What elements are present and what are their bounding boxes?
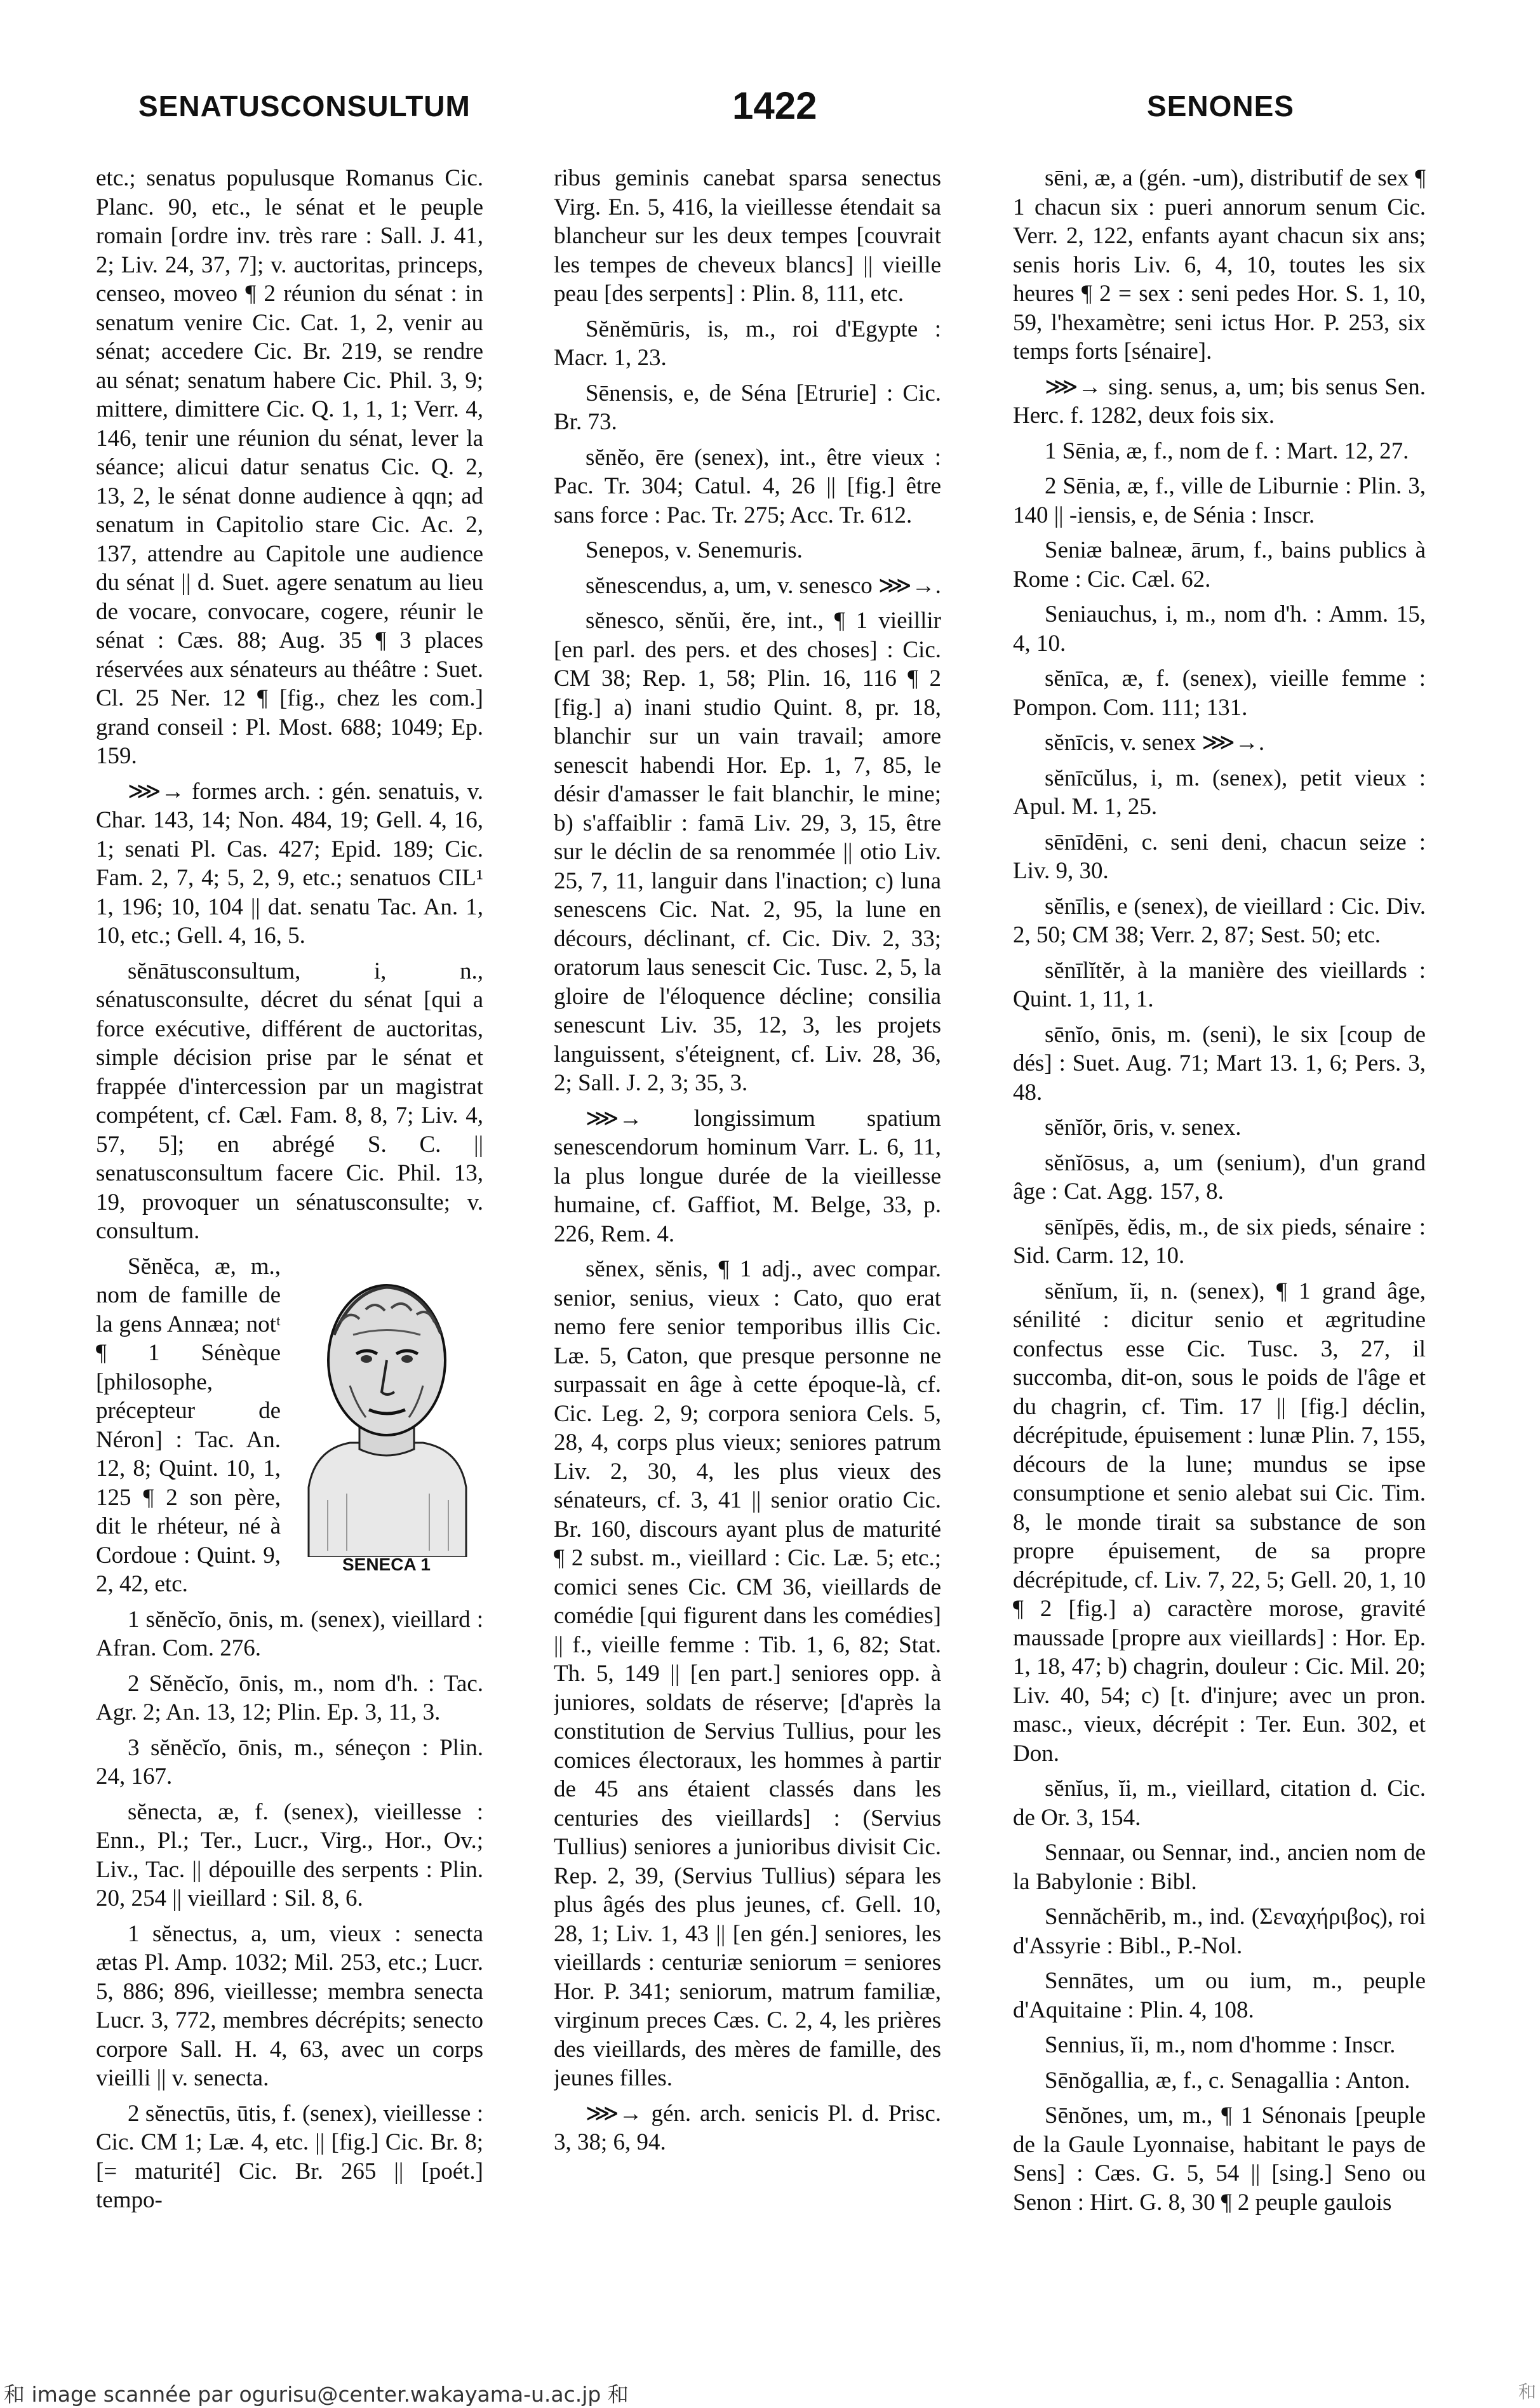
dictionary-entry: 1 sĕnectus, a, um, vieux : senecta ætas Pl. Amp. 1032; Mil. 253, etc.; Lucr. 5, 886; 896, vieillesse; membra senecta Lucr. 3, 772, membres décrépits; senecto corpore Sall. H. 4, 63, avec un corps vieilli || v. senecta. xyxy=(96,1920,483,2091)
left-guide-word: SENATUSCONSULTUM xyxy=(138,90,471,123)
dictionary-entry: Senepos, v. Senemuris. xyxy=(586,537,803,563)
scan-credit: 和 image scannée par ogurisu@center.wakayama-u.ac.jp 和 xyxy=(4,2382,629,2407)
dictionary-entry: 2 sĕnectūs, ūtis, f. (senex), vieillesse : Cic. CM 1; Læ. 4, etc. || [fig.] Cic. Br. 8; [= maturité] Cic. Br. 265 || [poét.] tempo- xyxy=(96,2100,483,2213)
right-guide-word: SENONES xyxy=(1147,90,1294,123)
dictionary-entry: 1 Sēnia, æ, f., nom de f. : Mart. 12, 27. xyxy=(1045,438,1409,464)
dictionary-entry: ⋙→ formes arch. : gén. senatuis, v. Char. 143, 14; Non. 484, 19; Gell. 4, 16, 1; senati Pl. Cas. 427; Epid. 189; Cic. Fam. 2, 7, 4; 5, 2, 9, etc.; senatuos CIL¹ 1, 196; 10, 104 || dat. senatu Tac. An. 1, 10, etc.; Gell. 4, 16, 5. xyxy=(96,778,483,949)
dictionary-entry: Sēnensis, e, de Séna [Etrurie] : Cic. Br. 73. xyxy=(554,380,941,435)
column-1 xyxy=(96,164,483,2367)
scan-footer xyxy=(0,2378,1540,2407)
dictionary-entry: sĕnīlĭtĕr, à la manière des vieillards : Quint. 1, 11, 1. xyxy=(1013,957,1426,1012)
dictionary-entry: sĕnecta, æ, f. (senex), vieillesse : Enn., Pl.; Ter., Lucr., Virg., Hor., Ov.; Liv., Tac. || dépouille des serpents : Plin. 20, 254 || vieillard : Sil. 8, 6. xyxy=(96,1798,483,1911)
dictionary-entry: Sennātes, um ou ium, m., peuple d'Aquitaine : Plin. 4, 108. xyxy=(1013,1968,1426,2023)
dictionary-entry: sĕnīcŭlus, i, m. (senex), petit vieux : Apul. M. 1, 25. xyxy=(1013,765,1426,820)
dictionary-entry: sĕnīca, æ, f. (senex), vieille femme : Pompon. Com. 111; 131. xyxy=(1013,666,1426,721)
dictionary-entry: etc.; senatus populusque Romanus Cic. Planc. 90, etc., le sénat et le peuple romain [ordre inv. très rare : Sall. J. 41, 2; Liv. 24, 37, 7]; v. auctoritas, princeps, censeo, moveo ¶ 2 réunion du sénat : in senatum venire Cic. Cat. 1, 2, venir au sénat; accedere Cic. Br. 219, se rendre au sénat; senatum habere Cic. Phil. 3, 9; mittere, dimittere Cic. Q. 1, 1, 1; Verr. 4, 146, tenir une réunion du sénat, lever la séance; alicui datur senatus Cic. Q. 2, 13, 2, le sénat donne audience à qqn; ad senatum in Capitolio stare Cic. Ac. 2, 137, attendre au Capitole une audience du sénat || d. Suet. agere senatum au lieu de vocare, convocare, cogere, réunir le sénat : Cæs. 88; Aug. 35 ¶ 3 places réservées aux sénateurs au théâtre : Suet. Cl. 25 Ner. 12 ¶ [fig., chez les com.] grand conseil : Pl. Most. 688; 1049; Ep. 159. xyxy=(96,165,483,769)
column-3 xyxy=(1013,164,1426,2367)
dictionary-entry: ⋙→ gén. arch. senicis Pl. d. Prisc. 3, 38; 6, 94. xyxy=(554,2100,941,2155)
dictionary-entry: sĕnīcis, v. senex ⋙→. xyxy=(1045,730,1265,756)
dictionary-entry: 2 Sēnia, æ, f., ville de Liburnie : Plin. 3, 140 || -iensis, e, de Sénia : Inscr. xyxy=(1013,473,1426,528)
dictionary-entry: Sēnŏgallia, æ, f., c. Senagallia : Anton. xyxy=(1045,2067,1410,2094)
running-header xyxy=(138,84,1294,146)
dictionary-entry: Sennaar, ou Sennar, ind., ancien nom de la Babylonie : Bibl. xyxy=(1013,1840,1426,1895)
dictionary-entry: sĕnĭus, ĭi, m., vieillard, citation d. Cic. de Or. 3, 154. xyxy=(1013,1776,1426,1831)
dictionary-entry: ribus geminis canebat sparsa senectus Virg. En. 5, 416, la vieillesse étendait sa blancheur sur les deux tempes [couvrait les tempes de cheveux blancs] || vieille peau [des serpents] : Plin. 8, 111, etc. xyxy=(554,165,941,307)
dictionary-entry: Sennăchērib, m., ind. (Σεναχήριβος), roi d'Assyrie : Bibl., P.-Nol. xyxy=(1013,1904,1426,1959)
seneca-bust-figure xyxy=(290,1259,483,1579)
dictionary-entry: sĕnex, sĕnis, ¶ 1 adj., avec compar. senior, senius, vieux : Cato, quo erat nemo fere senior temporibus illis Cic. Læ. 5, Caton, que presque personne ne surpassait en âge à cette époque-là, cf. Cic. Leg. 2, 9; corpora seniora Cels. 5, 28, 4, corps plus vieux; seniores patrum Liv. 2, 30, 4, les plus vieux des sénateurs, cf. 3, 41 || senior oratio Cic. Br. 160, discours ayant plus de maturité ¶ 2 subst. m., vieillard : Cic. Læ. 5; etc.; comici senes Cic. CM 36, vieillards de comédie [qui figurent dans les comédies] || f., vieille femme : Tib. 1, 6, 82; Stat. Th. 5, 149 || [en part.] seniores opp. à juniores, soldats de réserve; [d'après la constitution de Servius Tullius, pour les comices électoraux, les hommes à partir de 45 ans étaient classés dans les centuries des vieillards] : (Servius Tullius) seniores a junioribus divisit Cic. Rep. 2, 39, (Servius Tullius) sépara les plus âgés des plus jeunes, cf. Gell. 10, 28, 1; Liv. 1, 43 || [en gén.] seniores, les vieillards : centuriæ seniorum = seniores Hor. P. 341; seniorum, matrum familiæ, virginum preces Cæs. C. 2, 4, les prières des vieillards, des mères de famille, des jeunes filles. xyxy=(554,1256,941,2091)
dictionary-entry: 3 sĕnĕcĭo, ōnis, m., séneçon : Plin. 24, 167. xyxy=(96,1734,483,1789)
seneca-bust-illustration xyxy=(290,1259,483,1557)
dictionary-entry: Sēnŏnes, um, m., ¶ 1 Sénonais [peuple de la Gaule Lyonnaise, habitant le pays de Sens] : Cæs. G. 5, 54 || [sing.] Seno ou Senon : Hirt. G. 8, 30 ¶ 2 peuple gaulois xyxy=(1013,2103,1426,2216)
dictionary-entry: Sennius, ĭi, m., nom d'homme : Inscr. xyxy=(1045,2032,1396,2058)
dictionary-entry: sĕnātusconsultum, i, n., sénatusconsulte, décret du sénat [qui a force exécutive, différent de auctoritas, simple décision prise par le sénat et frappée d'intercession par un magistrat compétent, cf. Cæl. Fam. 8, 8, 7; Liv. 4, 57, 5]; en abrégé S. C. || senatusconsultum facere Cic. Phil. 13, 19, provoquer un sénatusconsulte; v. consultum. xyxy=(96,958,483,1244)
dictionary-entry: sēnĭpēs, ĕdis, m., de six pieds, sénaire : Sid. Carm. 12, 10. xyxy=(1013,1214,1426,1269)
dictionary-entry: Sĕnĕmūris, is, m., roi d'Egypte : Macr. 1, 23. xyxy=(554,316,941,371)
dictionary-entry: Seniauchus, i, m., nom d'h. : Amm. 15, 4, 10. xyxy=(1013,601,1426,657)
dictionary-entry: sĕnĭōsus, a, um (senium), d'un grand âge : Cat. Agg. 157, 8. xyxy=(1013,1149,1426,1205)
column-2 xyxy=(554,164,941,2285)
dictionary-entry: sĕnesco, sĕnŭi, ĕre, int., ¶ 1 vieillir [en parl. des pers. et des choses] : Cic. CM 38; Rep. 1, 58; Plin. 16, 116 ¶ 2 [fig.] a) inani studio Quint. 8, pr. 18, blanchir sur un vain travail; amore senescit habendi Hor. Ep. 1, 7, 85, le désir d'amasser le fait blanchir, le mine; b) s'affaiblir : famā Liv. 29, 3, 15, être sur le déclin de sa renommée || otio Liv. 25, 7, 11, languir dans l'inaction; c) luna senescens Cic. Nat. 2, 95, la lune en décours, déclinant, cf. Cic. Div. 2, 33; oratorum laus senescit Cic. Tusc. 2, 5, la gloire de l'éloquence décline; consilia senescunt Liv. 35, 12, 3, les projets languissent, s'éteignent, cf. Liv. 28, 36, 2; Sall. J. 2, 3; 35, 3. xyxy=(554,608,941,1096)
scan-mark: 和 xyxy=(1518,2381,1536,2402)
dictionary-entry: sĕnĕo, ēre (senex), int., être vieux : Pac. Tr. 304; Catul. 4, 26 || [fig.] être sans force : Pac. Tr. 275; Acc. Tr. 612. xyxy=(554,444,941,528)
dictionary-entry: sĕnĭŏr, ōris, v. senex. xyxy=(1045,1114,1242,1140)
dictionary-entry: sēnĭo, ōnis, m. (seni), le six [coup de dés] : Suet. Aug. 71; Mart 13. 1, 6; Pers. 3, 48. xyxy=(1013,1021,1426,1106)
page-number: 1422 xyxy=(732,84,817,127)
dictionary-entry: sĕnīlis, e (senex), de vieillard : Cic. Div. 2, 50; CM 38; Verr. 2, 87; Sest. 50; etc. xyxy=(1013,893,1426,948)
dictionary-entry: sĕnescendus, a, um, v. senesco ⋙→. xyxy=(586,572,941,599)
dictionary-entry: 2 Sĕnĕcĭo, ōnis, m., nom d'h. : Tac. Agr. 2; An. 13, 12; Plin. Ep. 3, 11, 3. xyxy=(96,1670,483,1725)
figure-caption: SENECA 1 xyxy=(342,1555,431,1574)
dictionary-entry: Seniæ balneæ, ārum, f., bains publics à Rome : Cic. Cæl. 62. xyxy=(1013,537,1426,592)
dictionary-entry: ⋙→ longissimum spatium senescendorum hominum Varr. L. 6, 11, la plus longue durée de la vieillesse humaine, cf. Gaffiot, M. Belge, 33, p. 226, Rem. 4. xyxy=(554,1105,941,1247)
dictionary-entry: 1 sĕnĕcĭo, ōnis, m. (senex), vieillard : Afran. Com. 276. xyxy=(96,1606,483,1661)
dictionary-entry: sĕnĭum, ĭi, n. (senex), ¶ 1 grand âge, sénilité : dicitur senio et ægritudine confectus esse Cic. Tusc. 3, 27, il succomba, dit-on, sous le poids de l'âge et du chagrin, cf. Tim. 17 || [fig.] déclin, décrépitude, épuisement : lunæ Plin. 7, 155, décours de la lune; mundus se ipse consumptione et senio alebat sui Cic. Tim. 8, le monde tirait sa substance de son propre épuisement, de sa propre décrépitude, cf. Liv. 7, 22, 5; Gell. 20, 1, 10 ¶ 2 [fig.] a) caractère morose, gravité maussade [propre aux vieillards] : Hor. Ep. 1, 18, 47; b) chagrin, douleur : Cic. Mil. 20; Liv. 40, 54; c) [t. d'injure; avec un pron. masc., vieux, décrépit : Ter. Eun. 302, et Don. xyxy=(1013,1278,1426,1767)
dictionary-entry: sēnīdēni, c. seni deni, chacun seize : Liv. 9, 30. xyxy=(1013,829,1426,884)
dictionary-entry: Sĕnĕca, æ, m., nom de famille de la gens Annæa; notᵗ ¶ 1 Sénèque [philosophe, précepteur de Néron] : Tac. An. 12, 8; Quint. 10, 1, 125 ¶ 2 son père, dit le rhéteur, né à Cordoue : Quint. 9, 2, 42, etc. xyxy=(96,1253,281,1597)
dictionary-entry: ⋙→ sing. senus, a, um; bis senus Sen. Herc. f. 1282, deux fois six. xyxy=(1013,373,1426,429)
dictionary-entry: sēni, æ, a (gén. -um), distributif de sex ¶ 1 chacun six : pueri annorum senum Cic. Verr. 2, 122, enfants ayant chacun six ans; senis horis Liv. 6, 4, 10, toutes les six heures ¶ 2 = sex : seni pedes Hor. S. 1, 10, 59, l'hexamètre; seni ictus Hor. P. 253, six temps forts [sénaire]. xyxy=(1013,165,1426,365)
